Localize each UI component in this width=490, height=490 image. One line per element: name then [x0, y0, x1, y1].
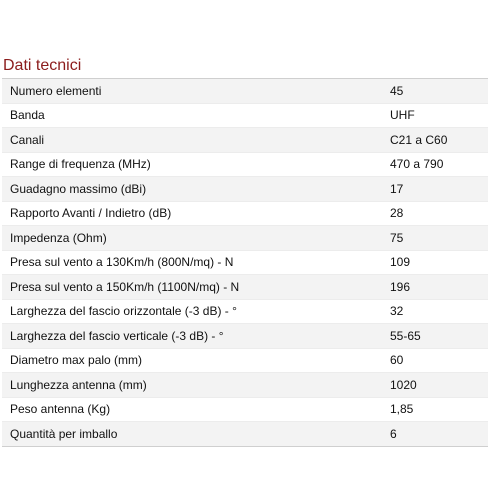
- table-row: [2, 397, 488, 422]
- spec-label: Rapporto Avanti / Indietro (dB): [2, 201, 376, 226]
- spec-label: Impedenza (Ohm): [2, 226, 376, 251]
- spec-value: 45: [376, 79, 488, 104]
- table-row: [2, 79, 488, 104]
- table-row: [2, 152, 488, 177]
- table-row: [2, 422, 488, 447]
- spec-value: 1020: [376, 373, 488, 398]
- spec-label: Larghezza del fascio orizzontale (-3 dB) - °: [2, 299, 376, 324]
- spec-value: 55-65: [376, 324, 488, 349]
- spec-value: 75: [376, 226, 488, 251]
- specs-table: [2, 78, 488, 447]
- spec-value: 1,85: [376, 397, 488, 422]
- spec-value: UHF: [376, 103, 488, 128]
- table-row: [2, 201, 488, 226]
- table-row: [2, 128, 488, 153]
- spec-label: Diametro max palo (mm): [2, 348, 376, 373]
- spec-label: Numero elementi: [2, 79, 376, 104]
- spec-value: C21 a C60: [376, 128, 488, 153]
- spec-label: Quantità per imballo: [2, 422, 376, 447]
- spec-value: 109: [376, 250, 488, 275]
- spec-value: 6: [376, 422, 488, 447]
- spec-value: 196: [376, 275, 488, 300]
- table-row: [2, 348, 488, 373]
- spec-label: Banda: [2, 103, 376, 128]
- table-row: [2, 324, 488, 349]
- table-row: [2, 103, 488, 128]
- spec-value: 60: [376, 348, 488, 373]
- table-row: [2, 250, 488, 275]
- spec-label: Peso antenna (Kg): [2, 397, 376, 422]
- table-row: [2, 275, 488, 300]
- table-row: [2, 373, 488, 398]
- table-row: [2, 226, 488, 251]
- spec-value: 32: [376, 299, 488, 324]
- spec-label: Guadagno massimo (dBi): [2, 177, 376, 202]
- spec-label: Presa sul vento a 130Km/h (800N/mq) - N: [2, 250, 376, 275]
- spec-label: Canali: [2, 128, 376, 153]
- spec-value: 17: [376, 177, 488, 202]
- spec-label: Range di frequenza (MHz): [2, 152, 376, 177]
- table-row: [2, 177, 488, 202]
- section-title: Dati tecnici: [3, 57, 82, 74]
- table-row: [2, 299, 488, 324]
- spec-label: Lunghezza antenna (mm): [2, 373, 376, 398]
- spec-value: 470 a 790: [376, 152, 488, 177]
- spec-label: Larghezza del fascio verticale (-3 dB) - °: [2, 324, 376, 349]
- spec-value: 28: [376, 201, 488, 226]
- spec-label: Presa sul vento a 150Km/h (1100N/mq) - N: [2, 275, 376, 300]
